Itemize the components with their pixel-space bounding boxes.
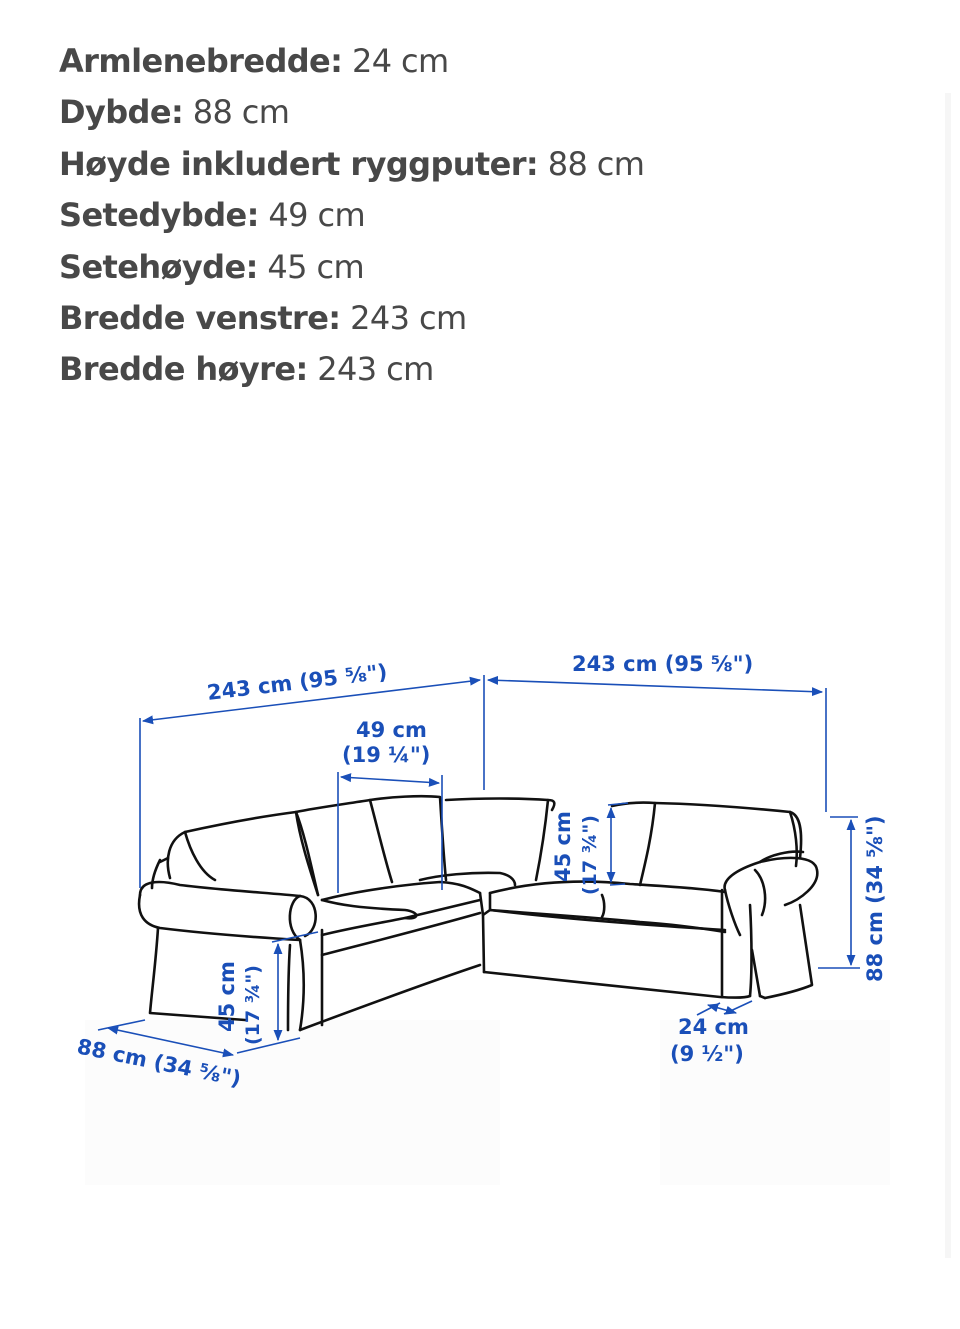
spec-label: Armlenebredde: — [59, 42, 343, 80]
label-seat-height-back-cm: 45 cm — [551, 811, 575, 882]
label-seat-height-front-cm: 45 cm — [215, 961, 239, 1032]
label-width-right: 243 cm (95 ⅝") — [572, 652, 754, 676]
label-armrest-width-cm: 24 cm — [678, 1015, 749, 1039]
sofa-dimension-diagram — [0, 600, 960, 1120]
label-seat-height-back-in: (17 ¾") — [579, 815, 601, 895]
spec-depth — [59, 87, 644, 138]
spec-value: 243 cm — [317, 350, 434, 389]
sofa-drawing — [139, 796, 817, 1030]
spec-value: 88 cm — [547, 144, 645, 183]
spec-seat-height — [59, 242, 644, 293]
label-width-left: 243 cm (95 ⅝") — [205, 659, 389, 705]
spec-label: Høyde inkludert ryggputer: — [59, 144, 539, 183]
spec-label: Bredde venstre: — [59, 299, 341, 338]
label-height: 88 cm (34 ⅝") — [863, 815, 887, 982]
spec-value: 88 cm — [192, 93, 290, 132]
spec-label: Dybde: — [59, 93, 184, 132]
label-seat-height-front-in: (17 ¾") — [242, 965, 264, 1045]
spec-width-left — [59, 293, 644, 344]
label-seat-depth-in: (19 ¼") — [342, 743, 431, 767]
label-armrest-width-in: (9 ½") — [670, 1042, 744, 1066]
spec-width-right — [59, 344, 644, 395]
spec-label: Setehøyde: — [59, 247, 258, 286]
spec-label: Setedybde: — [59, 196, 259, 235]
spec-label: Bredde høyre: — [59, 350, 308, 389]
spec-seat-depth — [59, 190, 644, 241]
product-dimensions-list — [59, 36, 644, 396]
spec-value: 49 cm — [268, 196, 366, 235]
label-depth: 88 cm (34 ⅝") — [75, 1034, 244, 1092]
spec-armrest-width — [59, 36, 644, 87]
spec-value: 24 cm — [351, 42, 449, 80]
spec-value: 45 cm — [267, 247, 365, 286]
spec-height-incl-back-cushions — [59, 139, 644, 190]
spec-value: 243 cm — [350, 299, 467, 338]
label-seat-depth-cm: 49 cm — [356, 718, 427, 742]
